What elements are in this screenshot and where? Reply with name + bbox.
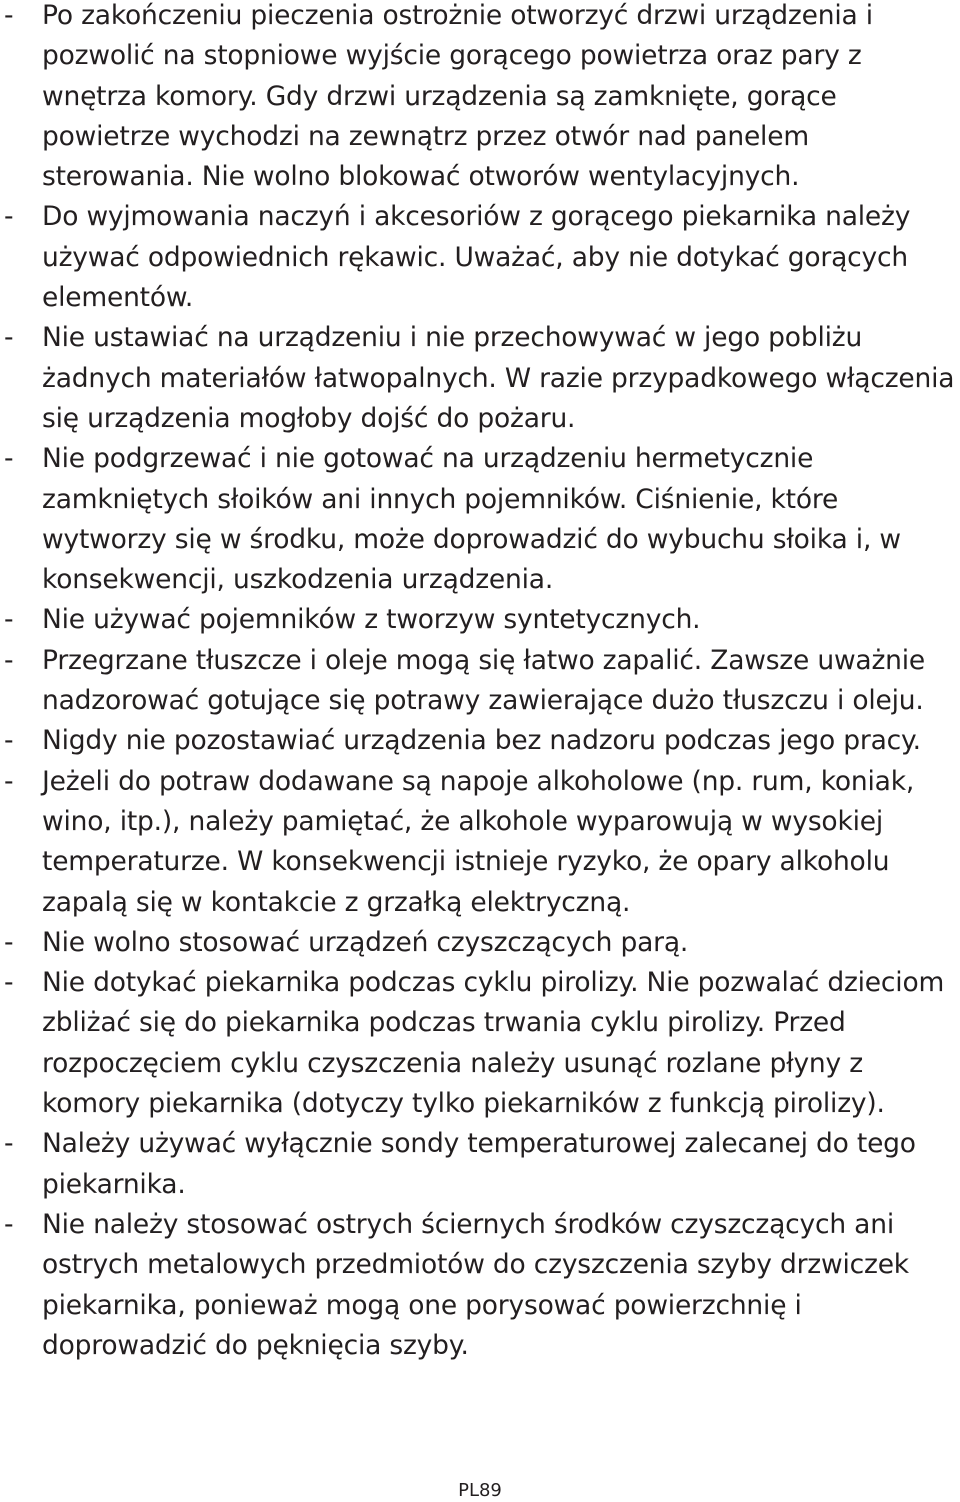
list-item <box>0 923 955 963</box>
list-item-text: Po zakończeniu pieczenia ostrożnie otworzyć drzwi urządzenia i pozwolić na stopniowe wyjście gorącego powietrza oraz pary z wnętrza komory. Gdy drzwi urządzenia są zamknięte, gorące powietrze wychodzi na zewnątrz przez otwór nad panelem sterowania. Nie wolno blokować otworów wentylacyjnych. <box>42 0 873 193</box>
list-item-text: Nie wolno stosować urządzeń czyszczących parą. <box>42 926 689 958</box>
bullet-dash: - <box>4 765 14 797</box>
page-number: PL89 <box>458 1480 502 1501</box>
list-item-text: Do wyjmowania naczyń i akcesoriów z gorącego piekarnika należy używać odpowiednich rękawic. Uważać, aby nie dotykać gorących elementów. <box>42 201 911 314</box>
list-item-text: Nie ustawiać na urządzeniu i nie przechowywać w jego pobliżu żadnych materiałów łatwopalnych. W razie przypadkowego włączenia się urządzenia mogłoby dojść do pożaru. <box>42 322 955 434</box>
list-item-text: Nie należy stosować ostrych ściernych środków czyszczących ani ostrych metalowych przedmiotów do czyszczenia szyby drzwiczek piekarnika, ponieważ mogą one porysować powierzchnię i doprowadzić do pęknięcia szyby. <box>42 1208 909 1361</box>
list-item-text: Nigdy nie pozostawiać urządzenia bez nadzoru podczas jego pracy. <box>42 725 921 757</box>
list-item <box>0 0 955 197</box>
bullet-dash: - <box>4 604 14 636</box>
bullet-dash: - <box>4 926 14 958</box>
list-item <box>0 721 955 761</box>
list-item <box>0 1205 955 1366</box>
bullet-dash: - <box>4 644 14 676</box>
bullet-dash: - <box>4 725 14 757</box>
list-item <box>0 641 955 722</box>
bullet-dash: - <box>4 967 14 999</box>
list-item <box>0 762 955 923</box>
bullet-dash: - <box>4 0 14 31</box>
list-item-text: Jeżeli do potraw dodawane są napoje alkoholowe (np. rum, koniak, wino, itp.), należy pamiętać, że alkohole wyparowują w wysokiej temperaturze. W konsekwencji istnieje ryzyko, że opary alkoholu zapalą się w kontakcie z grzałką elektryczną. <box>42 765 915 918</box>
bullet-dash: - <box>4 201 14 233</box>
bullet-dash: - <box>4 443 14 475</box>
list-item-text: Należy używać wyłącznie sondy temperaturowej zalecanej do tego piekarnika. <box>42 1128 916 1200</box>
list-item <box>0 963 955 1124</box>
list-item <box>0 318 955 439</box>
list-item <box>0 439 955 600</box>
list-item-text: Nie używać pojemników z tworzyw syntetycznych. <box>42 604 701 636</box>
list-item <box>0 197 955 318</box>
list-item-text: Nie podgrzewać i nie gotować na urządzeniu hermetycznie zamkniętych słoików ani innych pojemników. Ciśnienie, które wytworzy się w środku, może doprowadzić do wybuchu słoika i, w konsekwencji, uszkodzenia urządzenia. <box>42 443 901 596</box>
list-item-text: Przegrzane tłuszcze i oleje mogą się łatwo zapalić. Zawsze uważnie nadzorować gotujące się potrawy zawierające dużo tłuszczu i oleju. <box>42 644 926 717</box>
bullet-dash: - <box>4 322 14 354</box>
list-item <box>0 600 955 640</box>
list-item-text: Nie dotykać piekarnika podczas cyklu pirolizy. Nie pozwalać dzieciom zbliżać się do piekarnika podczas trwania cyklu pirolizy. Przed rozpoczęciem cyklu czyszczenia należy usunąć rozlane płyny z komory piekarnika (dotyczy tylko piekarników z funkcją pirolizy). <box>42 967 945 1120</box>
list-item <box>0 1124 955 1205</box>
bullet-dash: - <box>4 1128 14 1160</box>
bullet-dash: - <box>4 1208 14 1240</box>
